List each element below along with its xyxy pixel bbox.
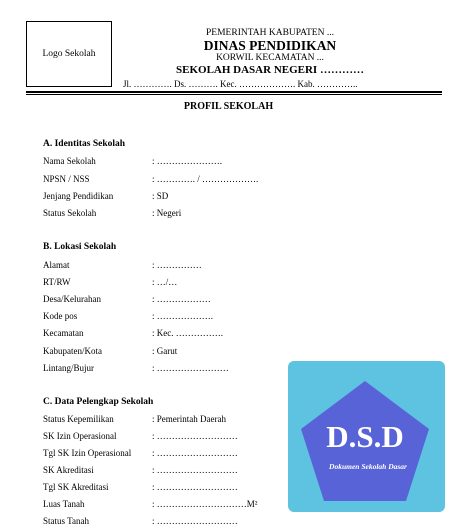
field-value: : …………… [152, 260, 202, 270]
field-label: Tgl SK Izin Operasional [43, 448, 132, 458]
field-value: : Garut [152, 346, 178, 356]
field-label: Tgl SK Akreditasi [43, 482, 109, 492]
field-label: SK Izin Operasional [43, 431, 117, 441]
field-value: : ……………………… [152, 482, 238, 492]
field-value: : Pemerintah Daerah [152, 414, 226, 424]
field-label: Nama Sekolah [43, 156, 96, 166]
watermark-title: D.S.D [326, 419, 404, 454]
letterhead [150, 28, 390, 77]
section-heading-lokasi: B. Lokasi Sekolah [43, 242, 117, 252]
letterhead-school: SEKOLAH DASAR NEGERI ………… [176, 64, 364, 76]
field-label: Status Tanah [43, 516, 89, 526]
document-title: PROFIL SEKOLAH [183, 101, 274, 112]
field-label: Kode pos [43, 311, 78, 321]
letterhead-address: Jl. …………. Ds. ………. Kec. ………………. Kab. ………….. [123, 79, 358, 89]
field-value: : Kec. ……………. [152, 328, 223, 338]
field-label: Kabupaten/Kota [43, 346, 102, 356]
field-value: : ……………………… [152, 448, 238, 458]
pentagon-logo-icon [288, 361, 445, 512]
field-value: : Negeri [152, 208, 182, 218]
field-value: : …………………… [152, 363, 229, 373]
letterhead-rule-thin [26, 94, 442, 95]
field-value: : ……………… [152, 294, 211, 304]
field-value: : …………………………M² [152, 499, 258, 509]
field-label: Desa/Kelurahan [43, 294, 101, 304]
section-heading-identitas: A. Identitas Sekolah [43, 139, 126, 149]
section-heading-data-pelengkap: C. Data Pelengkap Sekolah [43, 397, 154, 407]
letterhead-government: PEMERINTAH KABUPATEN ... [206, 28, 334, 38]
field-label: NPSN / NSS [43, 174, 90, 184]
field-value: : ………………. [152, 311, 214, 321]
field-label: Status Kepemilikan [43, 414, 114, 424]
field-label: Alamat [43, 260, 70, 270]
field-label: SK Akreditasi [43, 465, 94, 475]
field-label: RT/RW [43, 277, 71, 287]
field-label: Kecamatan [43, 328, 84, 338]
letterhead-agency: DINAS PENDIDIKAN [203, 38, 337, 53]
field-label: Luas Tanah [43, 499, 85, 509]
field-label: Lintang/Bujur [43, 363, 94, 373]
field-label: Status Sekolah [43, 208, 97, 218]
letterhead-rule-thick [26, 91, 442, 93]
field-value: : …………. / ………………. [152, 174, 259, 184]
field-label: Jenjang Pendidikan [43, 191, 114, 201]
field-value: : SD [152, 191, 169, 201]
field-value: : ……………………… [152, 516, 238, 526]
watermark-subtitle: Dokumen Sekolah Dasar [329, 462, 407, 471]
field-value: : …………………. [152, 156, 223, 166]
field-value: : ……………………… [152, 431, 238, 441]
logo-placeholder: Logo Sekolah [26, 21, 112, 87]
field-value: : ……………………… [152, 465, 238, 475]
dsd-watermark-logo [288, 361, 445, 512]
letterhead-district: KORWIL KECAMATAN ... [216, 53, 324, 63]
field-value: : …/… [152, 277, 178, 287]
